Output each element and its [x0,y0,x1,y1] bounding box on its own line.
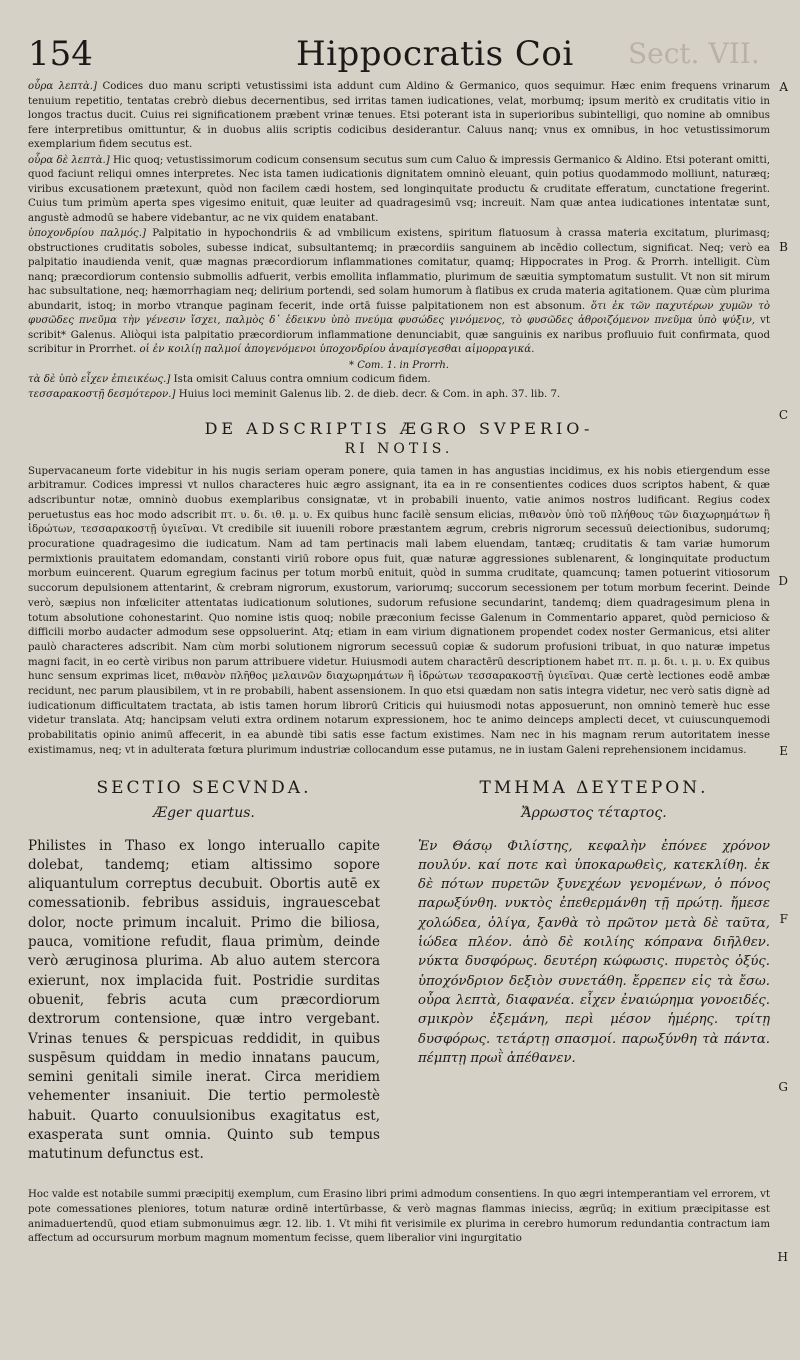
latin-column-subtitle: Æger quartus. [153,804,255,821]
note-text: Huius loci meminit Galenus lib. 2. de dieb. decr. & Com. in aph. 37. lib. 7. [178,389,561,400]
note-4 [28,373,770,388]
bottom-commentary: Hoc valde est notabile summi præcipitij exemplum, cum Erasino libri primi admodum consentiens. In quo ægri intemperantiam vel errorem, vt pote comessationes pleniores, totum naturæ ordinē intertūrbasse, & verò magnas flammas inieciss, ægrūq; in exitium præcipitasse est animaduertendū, quod etiam submonuimus ægr. 12. lib. 1. Vt mihi fit verisimile ex plurima in cerebro humorum redundantia contractum iam affectum ad occursurum morbum magnum momentum fecisse, quem liberalior vini ingurgitatio [28,1189,770,1245]
greek-column-subtitle: Ἄρρωστος τέταρτος. [521,804,667,821]
margin-letter-d: D [778,574,788,588]
section-heading-line-2: RI NOTIS. [344,440,454,457]
page-number: 154 [28,34,93,74]
latin-column-title: SECTIO SECVNDA. [96,777,312,798]
note-text: Hic quoq; vetustissimorum codicum consensum secutus sum cum Caluo & impressis Germanico & Aldino. Etsi poterant omitti, quod faciunt reliqui omnes interpretes. Nec ista tamen iudicationis dignitatem omninò eleuant, quin potius quodammodo molliunt, naturæq; viribus excusationem prætexunt, quòd non facilem cædi hostem, sed longinquitate productu & cruditate efferatum, cunctatione fregerint. Cuius tum primùm aperta spes vigesimo enituit, quæ leuiter ad quadragesimū vsq; increuit. Nam quæ antea iudicationes intentatæ sunt, angustè admodū se habere videbantur, ac ne vix quidem enatabant. [28,154,770,224]
note-lemma: ὑποχονδρίου παλμός.] [28,228,146,239]
note-lemma: οὖρα δὲ λεπτὰ.] [28,154,110,166]
margin-letter-h: H [777,1250,788,1264]
running-title: Hippocratis Coi [296,34,574,74]
note-lemma: τεσσαρακοστῇ δεσμότερον.] [28,389,176,400]
bleed-through-text: Sect. VII. [628,37,760,70]
note-greek-quote: ὅτι ἐκ τῶν παχυτέρων χυμῶν τὸ φυσῶδες πνεῦμα τὴν γένεσιν ἴσχει, παλμὸς δ᾽ ἐδεικνυ ὑπὸ πνεύμα φυσώδες γινόμενος, τὸ φυσῶδες ἀθροιζόμενον πνεῦμα ὑπὸ ψύξιν, [28,300,770,326]
latin-column [28,777,380,1179]
margin-letter-e: E [779,744,788,758]
section-paragraph: Supervacaneum forte videbitur in his nugis seriam operam ponere, quia tamen in has angustias incidimus, ex his nobis etiergendum esse arbitramur. Codices impressi vt nullos characteres huic ægro assignant, ita ea in re consentientes codices duos scriptos habent, & quæ adscribuntur notæ, omninò duobus exemplaribus consignatæ, vt in probabili inuento, vatie animos nostros ludificant. Regius codex peruetustus eas hoc modo adscribit πτ. υ. δι. ιθ. μ. υ. Ex quibus hunc facilè sensum elicias, πιθανὸν ὑπὸ τοῦ πλήθους τῶν διαχωρημάτων ἢ ἱδρώτων, τεσσαρακοστῇ ὑγιεῖναι. Vt credibile sit iuuenili robore præstantem ægrum, crebris nigrorum secessuū deiectionibus, sudorumq; procuratione quadragesimo die iudicatum. Nam ad tam pertinacis mali labem eluendam, tantæq; cruditatis & tam variæ humorum permixtionis prauitatem edomandam, constanti viriū robore opus fuit, quæ naturæ aggressiones sublenarent, & longinquitate productum morbum euincerent. Quarum egregium facinus per totum morbū enituit, quòd in summa cruditate, quamcunq; tamen potuerint vitiosorum succorum depulsionem attentarint, & crebram nigrorum, exustorum, variorumq; succorum secessionem per totum morbum fecerint. Deinde verò, sæpius non infœliciter attentatas iudicationum solutiones, sudorum refusione secundarint, tandemq; diem quadragesimum plena in totum absolutione cohonestarint. Quo nomine istis quoq; nobile præconium fecisse Galenum in Commentario apparet, quòd pernicioso & difficili morbo audacter admodum sese oppsoluerint. Atq; etiam in eam virium dignationem propendet codex noster Germanicus, etsi aliter paulò characteres adscribit. Nam cùm morbi solutionem nigrorum secessuū copiæ & sudorum profusioni tribuat, in quo naturæ impetus magni facit, in eo certè viribus non parum attribuere videtur. Huiusmodi autem charactērū descriptionem habet πτ. π. μ. δι. ι. μ. υ. Ex quibus hunc sensum exprimas licet, πιθανὸν πλῆθος μελαινῶν διαχωρημάτων ἢ ἱδρώτων τεσσαρακοστῇ ὑγιεῖναι. Quæ certè lectiones eodē ambæ recidunt, nec parum plausibilem, vt in re probabili, habent assensionem. In quo etsi quædam non satis integra videtur, nec verò satis dignè ad iudicationum difficultatem tractata, ab istis tamen horum librorū Criticis qui huiusmodi notas apposuerunt, non omninò temerè huc esse videtur translata. Atq; hancipsam veluti extra ordinem notarum expressionem, hoc te animo deinceps amplecti decet, vt cuiuscunquemodi probabilitatis opinio animū affecerit, in ea abundè tibi satis esse factum existimes. Nam nec in his magnam rerum autoritatem inesse existimamus, neq; vt in adulterata fœtura plurimum industriæ collocandum esse putamus, ne in iustam Galeni reprehensionem incidamus. [28,465,770,756]
running-head [28,34,768,74]
note-text-continued: vt scribit* Galenus. Aliòqui ista palpitatio præcordiorum inflammatione denunciabit, quæ sanguinis ex naribus profluuio fuit confirmata, quod scribitur in Prorrhet. [28,315,770,355]
note-2 [28,154,770,227]
margin-letter-b: B [779,240,788,254]
greek-column-text: Ἐν Θάσῳ Φιλίστης, κεφαλὴν ἐπόνεε χρόνον πουλύν. καί ποτε καὶ ὑποκαρωθεὶς, κατεκλίθη. ἐκ δὲ πότων πυρετῶν ξυνεχέων γενομένων, ὁ πόνος παρωξύνθη. νυκτὸς ἐπεθερμάνθη τῇ πρώτῃ. ἤμεσε χολώδεα, ὀλίγα, ξανθὰ τὸ πρῶτον μετὰ δὲ ταῦτα, ἰώδεα πλέον. ἀπὸ δὲ κοιλίης κόπρανα διῆλθεν. νύκτα δυσφόρως. δευτέρη κώφωσις. πυρετὸς ὀξύς. ὑποχόνδριον δεξιὸν συνετάθη. ἔρρεπεν εἰς τὰ ἔσω. οὖρα λεπτὰ, διαφανέα. εἶχεν ἐναιώρημα γονοειδές. σμικρὸν ἐξεμάνη, περὶ μέσον ἡμέρης. τρίτῃ δυσφόρως. τετάρτῃ σπασμοί. παρωξύνθη τὰ πάντα. πέμπτῃ πρωῒ ἀπέθανεν. [418,838,770,1066]
note-greek-quote-2: οἱ ἐν κοιλίῃ παλμοί ἀπογενόμενοι ὑποχονδρίου ἀναμίσγεσθαι αἱμορραγικά. [139,344,535,355]
note-lemma: τὰ δὲ ὑπὸ εἶχεν ἐπιεικέως.] [28,373,171,385]
latin-column-text: Philistes in Thaso ex longo interuallo capite dolebat, tandemq; etiam altissimo sopore aliquantulum correptus decubuit. Obortis autē ex comessationib. febribus assiduis, ingrauescebat dolor, nocte primum incaluit. Primo die biliosa, pauca, vomitione refudit, flaua primùm, deinde verò æruginosa plurima. Ab aluo autem stercora exierunt, nox implacida fuit. Postridie surditas obuenit, febris acuta cum præcordiorum dextrorum contensione, quæ intro vergebant. Vrinas tenues & perspicuas reddidit, in quibus suspēsum quiddam in medio innatans paucum, semini genitali simile inerat. Circa meridiem vehementer insaniuit. Die tertio permolestè habuit. Quarto conuulsionibus exagitatus est, exasperata sunt omnia. Quinto sub tempus matutinum defunctus est. [28,837,380,1163]
margin-letter-a: A [779,80,788,94]
margin-letter-g: G [778,1080,788,1094]
note-1 [28,80,770,153]
note-text: Ista omisit Caluus contra omnium codicum fidem. [173,373,431,385]
note-text: Codices duo manu scripti vetustissimi ista addunt cum Aldino & Germanico, quos sequimur. Hæc enim frequens vrinarum tenuium repetitio, tentatas crebrò diebus decernentibus, sed irritas tamen iudicationes, velat, morbumq; ipsum meritò ex cruditatis vitio in longos tractus ducit. Cuius rei significationem præbent vrinæ tenues. Etsi poterant ista in superioribus subintelligi, quo nomine ab omnibus fere interpretibus omittuntur, & in duobus aliis scriptis codicibus desiderantur. Caluus nanq; vnus ex omnibus, in hoc vetustissimorum exemplarium fidem secutus est. [28,81,770,150]
parallel-columns [28,777,770,1179]
section-heading-line-1: DE ADSCRIPTIS ÆGRO SVPERIO- [204,418,594,438]
margin-letter-f: F [779,912,788,926]
commentary-reference: * Com. 1. in Prorrh. [349,359,449,371]
note-lemma: οὖρα λεπτὰ.] [28,81,98,92]
note-text: Palpitatio in hypochondriis & ad vmbilicum existens, spiritum flatuosum à crassa materia excitatum, plurimasq; obstructiones cruditatis soboles, subesse indicat, subsultantemq; in præcordiis sanguinem ab incēdio collectum, significat. Neq; verò ea palpitatio inaudienda venit, quæ magnas præcordiorum inflammationes comitatur, quamq; Hippocrates in Prog. & Prorrh. intelligit. Cùm nanq; præcordiorum contensio submollis adfuerit, verbis emollita inflammatio, plurimum de sæuitia symptomatum sustulit. Vt non sit mirum hac subsultatione, neq; hæmorrhagiam neq; delirium portendi, sed solam humorum à flatibus ex cruda materia agitationem. Quæ cùm plurima abundarit, istoq; in morbo vtranque paginam fecerit, inde ortā fuisse palpitationem non est absonum. [28,228,770,312]
note-3 [28,227,770,358]
margin-letter-c: C [778,408,788,422]
greek-column-title: ΤΜΗΜΑ ΔΕΥΤΕΡΟΝ. [479,777,709,798]
section-heading [28,419,770,459]
greek-column [418,777,770,1179]
note-5 [28,388,770,403]
page-body [28,80,770,1257]
